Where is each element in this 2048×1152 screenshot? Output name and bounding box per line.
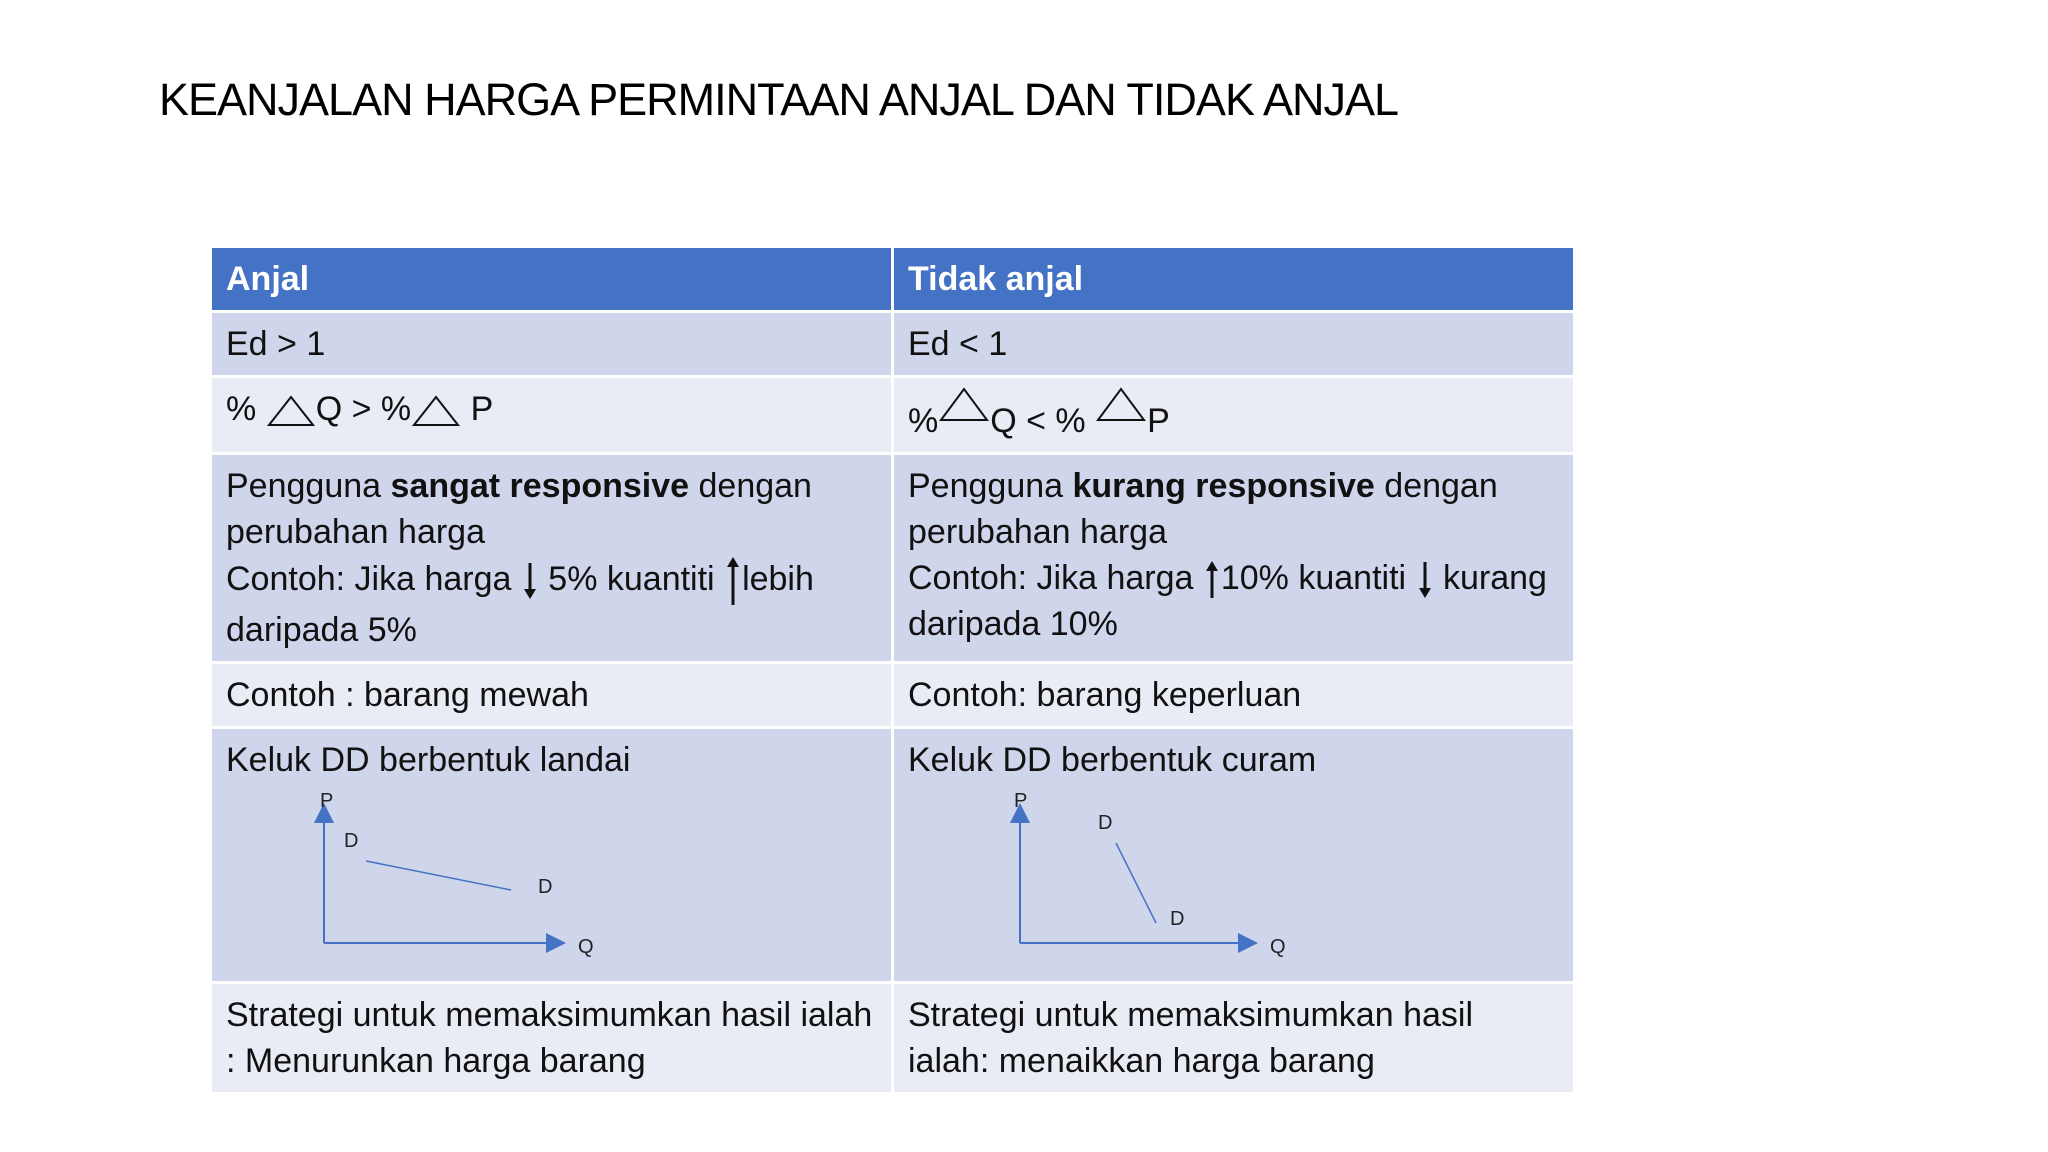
curve-left-label: Keluk DD berbentuk landai (226, 741, 631, 779)
header-anjal: Anjal (211, 247, 893, 312)
pct-right: % Q < % P (893, 377, 1575, 454)
p-axis-label: P (320, 793, 334, 812)
demand-curve-inelastic (908, 793, 1568, 973)
q-axis-label: Q (1270, 936, 1286, 958)
example-right: Contoh: barang keperluan (893, 663, 1575, 728)
d-label-bottom: D (538, 876, 553, 898)
table-header-row (211, 247, 1575, 312)
triangle-delta-icon (1095, 386, 1147, 426)
demand-line (366, 861, 511, 890)
curve-right (893, 728, 1575, 983)
demand-line (1116, 843, 1156, 923)
slide-title: KEANJALAN HARGA PERMINTAAN ANJAL DAN TIDAK ANJAL (159, 74, 1399, 125)
table-row-strategy (211, 983, 1575, 1094)
table-row-curve (211, 728, 1575, 983)
arrow-down-icon (521, 561, 539, 601)
comparison-table (209, 245, 1576, 1095)
pct-left: % Q > % P (211, 377, 893, 454)
d-label-bottom: D (1170, 908, 1185, 930)
arrow-up-icon (1203, 560, 1221, 600)
curve-right-label: Keluk DD berbentuk curam (908, 741, 1317, 779)
d-label-top: D (1098, 812, 1113, 834)
ed-right: Ed < 1 (893, 312, 1575, 377)
header-tidak-anjal: Tidak anjal (893, 247, 1575, 312)
strategy-left: Strategi untuk memaksimumkan hasil ialah : Menurunkan harga barang (211, 983, 893, 1094)
strategy-right: Strategi untuk memaksimumkan hasil ialah: menaikkan harga barang (893, 983, 1575, 1094)
demand-curve-elastic (226, 793, 886, 973)
triangle-delta-icon (938, 386, 990, 426)
desc-left: Pengguna sangat responsive dengan perubahan harga Contoh: Jika harga 5% kuantiti lebih daripada 5% (211, 454, 893, 663)
p-axis-label: P (1014, 793, 1028, 812)
example-left: Contoh : barang mewah (211, 663, 893, 728)
ed-left: Ed > 1 (211, 312, 893, 377)
triangle-delta-icon (266, 394, 316, 428)
table-row-percent (211, 377, 1575, 454)
table-row-example (211, 663, 1575, 728)
table-row-ed (211, 312, 1575, 377)
arrow-down-icon (1416, 560, 1434, 600)
d-label-top: D (344, 830, 359, 852)
q-axis-label: Q (578, 936, 594, 958)
desc-right: Pengguna kurang responsive dengan perubahan harga Contoh: Jika harga 10% kuantiti kurang daripada 10% (893, 454, 1575, 663)
triangle-delta-icon (411, 394, 461, 428)
arrow-up-icon (724, 555, 742, 607)
curve-left (211, 728, 893, 983)
table-row-description (211, 454, 1575, 663)
